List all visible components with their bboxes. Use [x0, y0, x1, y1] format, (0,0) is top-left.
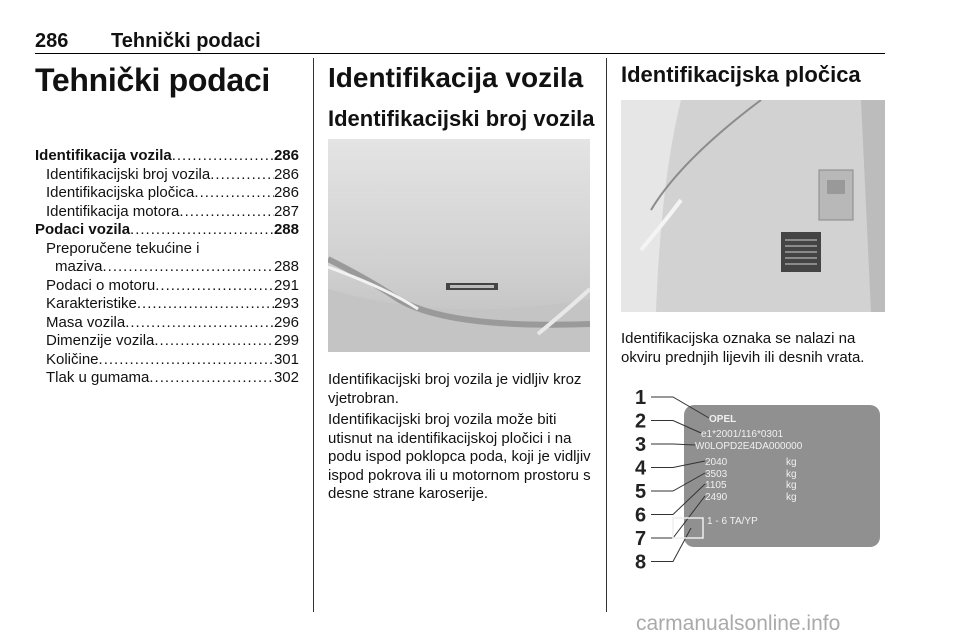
id-plate-diagram	[621, 378, 885, 583]
toc-entry-label: Identifikacija vozila	[35, 147, 172, 164]
plate-brand: OPEL	[709, 414, 737, 425]
toc-entry	[35, 166, 299, 185]
header-rule	[35, 53, 885, 54]
plate-bottom-code: 1 - 6 TA/YP	[707, 516, 758, 527]
toc-leader-dots	[103, 258, 274, 277]
toc-entry-page: 286	[273, 147, 299, 164]
chapter-title: Tehnički podaci	[35, 62, 270, 98]
table-of-contents	[35, 147, 299, 388]
callout-number: 7	[635, 528, 647, 550]
toc-entry-page: 288	[273, 258, 299, 275]
toc-leader-dots	[125, 314, 274, 333]
toc-entry	[35, 240, 299, 259]
toc-leader-dots	[210, 166, 274, 185]
toc-leader-dots	[99, 351, 274, 370]
toc-entry-label: Karakteristike	[46, 295, 137, 312]
toc-entry-page: 287	[273, 202, 299, 220]
plate-paragraph: Identifikacijska oznaka se nalazi na okviru prednjih lijevih ili desnih vrata.	[621, 330, 865, 366]
toc-leader-dots	[130, 221, 274, 240]
callout-number: 1	[635, 387, 647, 409]
plate-weight-3: 1105	[705, 480, 727, 491]
toc-entry-label: Dimenzije vozila	[46, 332, 155, 349]
toc-entry-page: 291	[273, 276, 299, 294]
toc-entry-label: Masa vozila	[46, 313, 126, 331]
toc-leader-dots	[194, 184, 274, 203]
toc-entry	[35, 295, 299, 314]
toc-entry-page: 301	[273, 350, 299, 368]
plate-unit-3: kg	[786, 480, 797, 491]
toc-entry	[35, 277, 299, 296]
callout-number: 8	[635, 551, 647, 574]
toc-entry-page: 286	[273, 184, 299, 201]
toc-leader-dots	[137, 295, 274, 314]
toc-entry	[35, 147, 299, 166]
toc-entry-page: 302	[273, 369, 299, 386]
toc-entry	[35, 369, 299, 388]
plate-weight-2: 3503	[705, 469, 728, 480]
callout-number: 5	[635, 481, 647, 503]
toc-entry-page: 286	[273, 165, 299, 183]
callout-number: 6	[635, 504, 647, 527]
section-title-plate: Identifikacijska pločica	[621, 62, 861, 87]
toc-entry	[35, 221, 299, 240]
subsection-title: Identifikacijski broj vozila	[328, 106, 595, 131]
toc-entry-page: 299	[273, 332, 299, 349]
running-title: Tehnički podaci	[111, 30, 261, 52]
watermark: carmanualsonline.info	[636, 612, 841, 635]
toc-entry	[35, 258, 299, 277]
door-frame-plate-image	[621, 100, 885, 312]
toc-entry-label: Tlak u gumama	[46, 369, 150, 386]
toc-leader-dots	[179, 203, 274, 222]
toc-entry-label: Identifikacijski broj vozila	[46, 165, 211, 183]
toc-entry	[35, 203, 299, 222]
plate-vin: W0LOPD2E4DA000000	[695, 441, 803, 452]
toc-entry-page: 296	[273, 313, 299, 331]
toc-entry	[35, 332, 299, 351]
section-title: Identifikacija vozila	[328, 62, 584, 93]
plate-unit-4: kg	[786, 492, 797, 503]
toc-entry-page: 288	[273, 221, 299, 238]
vin-paragraph-1: Identifikacijski broj vozila je vidljiv kroz vjetrobran.	[328, 371, 582, 407]
toc-entry	[35, 314, 299, 333]
running-header	[35, 30, 261, 53]
callout-number: 3	[635, 434, 647, 456]
windshield-vin-image	[328, 139, 590, 352]
plate-weight-4: 2490	[705, 492, 728, 503]
toc-entry	[35, 184, 299, 203]
page-number: 286	[35, 30, 69, 52]
toc-entry-label: maziva	[55, 258, 103, 275]
vin-paragraph-2: Identifikacijski broj vozila može biti utisnut na identifikacijskoj pločici i na podu ispod poklopca poda, koji je vidljiv ispod pokrova ili u motornom prostoru s desne strane karoserije.	[328, 411, 591, 502]
plate-weight-1: 2040	[705, 457, 728, 468]
column-divider	[606, 58, 607, 612]
column-divider	[313, 58, 314, 612]
toc-entry-label: Podaci vozila	[35, 221, 131, 238]
toc-entry-label: Preporučene tekućine i	[46, 239, 200, 257]
plate-unit-1: kg	[786, 457, 797, 468]
callout-number: 2	[635, 410, 647, 433]
toc-entry-label: Identifikacijska pločica	[46, 184, 195, 201]
toc-entry	[35, 351, 299, 370]
toc-leader-dots	[172, 147, 274, 166]
toc-entry-label: Količine	[46, 350, 99, 368]
callout-number: 4	[635, 457, 647, 480]
toc-entry-page: 293	[273, 295, 299, 312]
toc-leader-dots	[154, 332, 274, 351]
toc-entry-label: Identifikacija motora	[46, 202, 180, 220]
toc-entry-label: Podaci o motoru	[46, 276, 156, 294]
plate-unit-2: kg	[786, 469, 797, 480]
plate-approval-number: e1*2001/116*0301	[701, 429, 784, 440]
toc-leader-dots	[149, 369, 274, 388]
toc-leader-dots	[155, 277, 274, 296]
